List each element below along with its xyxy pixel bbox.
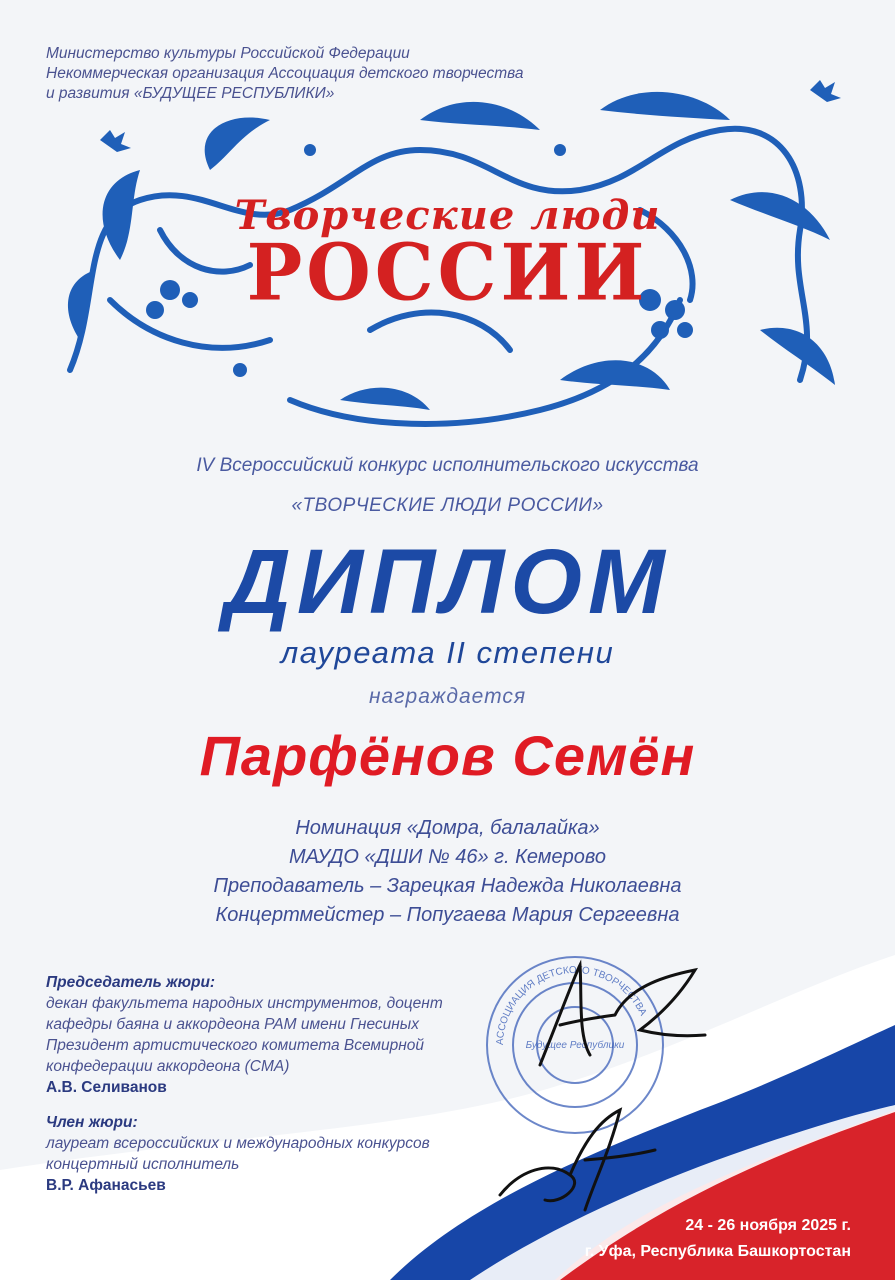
- jury-chair-desc: кафедры баяна и аккордеона РАМ имени Гнесиных: [46, 1016, 419, 1033]
- jury-member-role: Член жюри:: [46, 1114, 138, 1131]
- recipient-name: Парфёнов Семён: [199, 724, 696, 787]
- jury-member-name: В.Р. Афанасьев: [46, 1177, 166, 1194]
- award-details: [0, 814, 895, 930]
- logo-title-top: Творческие люди: [234, 192, 661, 239]
- jury-chair-desc: декан факультета народных инструментов, доцент: [46, 995, 443, 1012]
- member-signature: [490, 1100, 660, 1220]
- event-date: 24 - 26 ноября 2025 г.: [685, 1217, 851, 1234]
- jury-chair-desc: конфедерации аккордеона (CMA): [46, 1058, 290, 1075]
- chair-signature: [520, 955, 720, 1075]
- stamp-center-text: Будущее Республики: [525, 1040, 625, 1051]
- stamp-outer-text: АССОЦИАЦИЯ ДЕТСКОГО ТВОРЧЕСТВА: [494, 964, 649, 1046]
- jury-block: [46, 972, 443, 1196]
- organizer-line: Министерство культуры Российской Федерации: [46, 45, 410, 62]
- organizer-line: и развития «БУДУЩЕЕ РЕСПУБЛИКИ»: [46, 85, 335, 102]
- nomination: Номинация «Домра, балалайка»: [295, 817, 600, 839]
- logo-title-russia: РОССИИ: [246, 227, 649, 319]
- contest-title: IV Всероссийский конкурс исполнительского искусства: [196, 455, 699, 476]
- school: МАУДО «ДШИ № 46» г. Кемерово: [288, 846, 607, 868]
- diploma-heading: ДИПЛОМ: [224, 531, 671, 633]
- diploma-degree: лауреата II степени: [280, 635, 615, 670]
- teacher: Преподаватель – Зарецкая Надежда Николаевна: [213, 875, 682, 897]
- contest-name: «ТВОРЧЕСКИЕ ЛЮДИ РОССИИ»: [291, 495, 604, 516]
- jury-chair-role: Председатель жюри:: [46, 974, 216, 991]
- accompanist: Концертмейстер – Попугаева Мария Сергеевна: [215, 904, 680, 926]
- event-place: г. Уфа, Республика Башкортостан: [584, 1243, 851, 1260]
- jury-member-desc: лауреат всероссийских и международных конкурсов: [46, 1135, 430, 1152]
- jury-member-desc: концертный исполнитель: [46, 1156, 240, 1173]
- jury-chair-desc: Президент артистического комитета Всемирной: [46, 1037, 425, 1054]
- jury-chair-name: А.В. Селиванов: [46, 1079, 167, 1096]
- awarded-label: награждается: [368, 685, 527, 708]
- organizer-line: Некоммерческая организация Ассоциация детского творчества: [46, 65, 524, 82]
